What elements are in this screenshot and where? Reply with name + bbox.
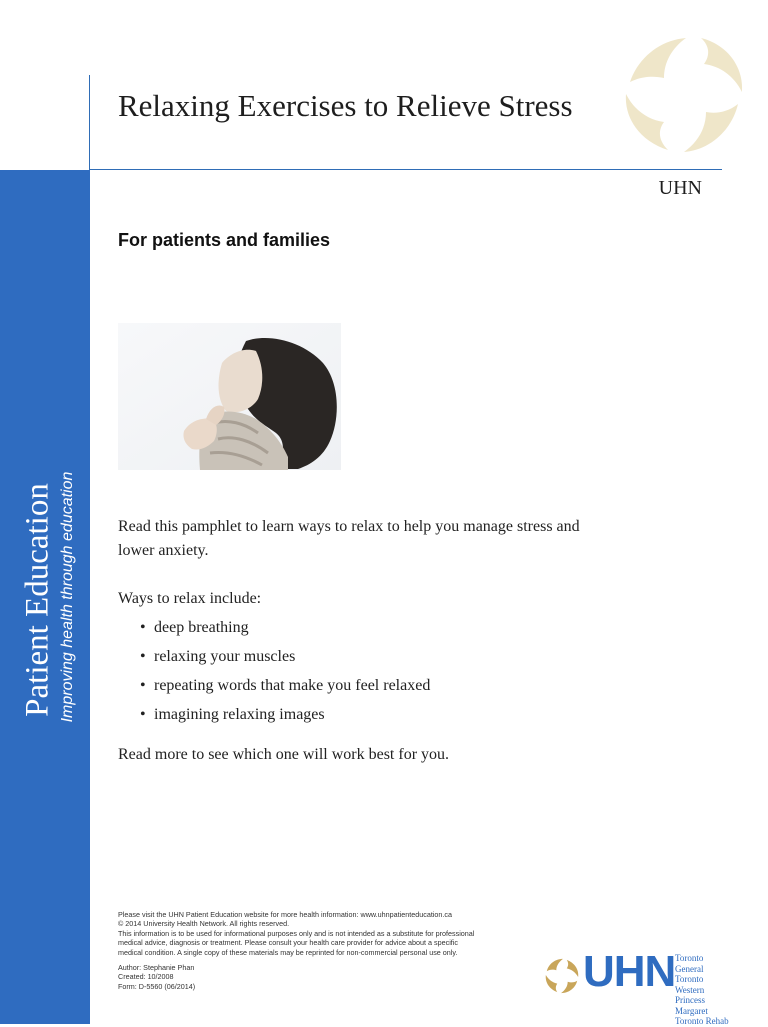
fine-print-line: medical condition. A single copy of these materials may be reprinted for non-commercial personal use only. — [118, 947, 458, 957]
list-item: • deep breathing — [140, 619, 249, 636]
uhn-mark-icon — [543, 957, 581, 995]
logo-site: Toronto Rehab — [675, 1016, 729, 1026]
sidebar-tagline: Improving health through education — [59, 471, 76, 723]
outro-paragraph: Read more to see which one will work best for you. — [118, 746, 450, 763]
header-divider-horizontal — [89, 169, 722, 170]
list-item: • imagining relaxing images — [140, 706, 325, 723]
list-item: • repeating words that make you feel relaxed — [140, 677, 431, 694]
logo-wordmark: UHN — [583, 947, 676, 996]
logo-site: Princess Margaret — [675, 995, 708, 1016]
sidebar-title: Patient Education — [19, 483, 56, 717]
uhn-emblem-watermark-icon — [606, 30, 756, 160]
created-line: Created: 10/2008 — [118, 972, 174, 982]
audience-subtitle: For patients and families — [118, 230, 331, 250]
list-lead: Ways to relax include: — [118, 590, 262, 607]
woman-breathing-photo — [118, 323, 341, 470]
fine-print-line: This information is to be used for informational purposes only and is not intended as a substitute for professional — [118, 928, 475, 938]
header-divider-vertical — [89, 75, 90, 171]
logo-site: Toronto Western — [675, 974, 705, 995]
body-text — [118, 515, 618, 791]
fine-print-line: © 2014 University Health Network. All rights reserved. — [118, 919, 290, 929]
page-title: Relaxing Exercises to Relieve Stress — [118, 88, 573, 123]
uhn-logo — [543, 947, 733, 1026]
fine-print-line: medical advice, diagnosis or treatment. Please consult your health care provider for advice about a specific — [118, 938, 458, 948]
list-item: • relaxing your muscles — [140, 648, 296, 665]
intro-paragraph: Read this pamphlet to learn ways to relax to help you manage stress and lower anxiety. — [118, 518, 580, 559]
author-line: Author: Stephanie Phan — [118, 963, 195, 973]
form-number-line: Form: D-5560 (06/2014) — [118, 981, 196, 991]
relax-methods-list — [118, 613, 618, 729]
logo-site-list — [675, 953, 733, 1027]
fine-print — [118, 910, 508, 991]
logo-site: Toronto General — [675, 953, 704, 974]
fine-print-line: Please visit the UHN Patient Education website for more health information: www.uhnpatienteducation.ca — [118, 910, 453, 919]
org-code: UHN — [658, 177, 702, 199]
